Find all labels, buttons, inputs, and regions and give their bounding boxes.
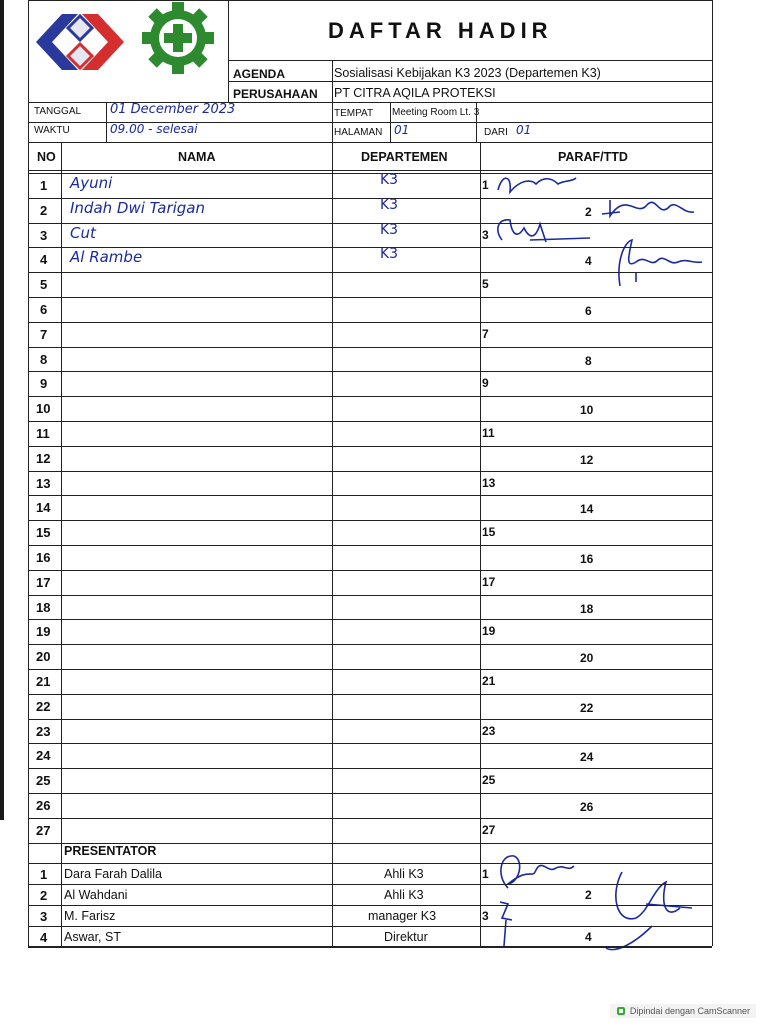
- paraf-number: 12: [580, 453, 594, 467]
- paraf-number: 1: [482, 178, 489, 192]
- grid-hline: [28, 818, 712, 819]
- row-number: 10: [36, 401, 51, 416]
- grid-hline: [28, 843, 712, 844]
- row-number: 13: [36, 476, 51, 491]
- row-number: 19: [36, 624, 51, 639]
- presentator-paraf-number: 4: [585, 930, 592, 944]
- agenda-value: Sosialisasi Kebijakan K3 2023 (Departemen K3): [334, 66, 601, 80]
- row-number: 4: [40, 252, 48, 267]
- grid-hline: [28, 595, 712, 596]
- presentator-name: Aswar, ST: [64, 930, 121, 944]
- grid-hline: [28, 173, 712, 174]
- presentator-number: 1: [40, 867, 48, 882]
- grid-hline: [28, 272, 712, 273]
- presentator-paraf-number: 3: [482, 909, 489, 923]
- paraf-number: 6: [585, 304, 592, 318]
- row-number: 27: [36, 823, 51, 838]
- col-no: NO: [37, 150, 56, 164]
- row-number: 3: [40, 228, 48, 243]
- presentator-name: Al Wahdani: [64, 888, 128, 902]
- grid-hline: [28, 371, 712, 372]
- row-number: 11: [36, 426, 50, 441]
- row-number: 7: [40, 327, 48, 342]
- row-number: 20: [36, 649, 51, 664]
- presentator-number: 4: [40, 930, 48, 945]
- attendance-sheet: [28, 0, 713, 948]
- paraf-number: 8: [585, 354, 592, 368]
- presentator-number: 3: [40, 909, 48, 924]
- grid-hline: [28, 223, 712, 224]
- grid-hline: [28, 446, 712, 447]
- grid-hline: [28, 905, 712, 906]
- scan-edge: [0, 0, 4, 820]
- grid-hline: [28, 768, 712, 769]
- waktu-label: WAKTU: [34, 125, 70, 136]
- row-number: 26: [36, 798, 51, 813]
- paraf-number: 9: [482, 376, 489, 390]
- tempat-label: TEMPAT: [334, 108, 374, 119]
- paraf-number: 4: [585, 254, 592, 268]
- row-number: 16: [36, 550, 51, 565]
- row-number: 25: [36, 773, 51, 788]
- footer-text: Dipindai dengan CamScanner: [629, 1006, 750, 1016]
- grid-vline: [476, 102, 477, 142]
- row-number: 22: [36, 699, 51, 714]
- grid-hline: [28, 122, 712, 123]
- row-number: 14: [36, 500, 51, 515]
- paraf-number: 25: [482, 773, 496, 787]
- grid-hline: [28, 669, 712, 670]
- tanggal-value: 01 December 2023: [110, 102, 236, 117]
- grid-hline: [28, 102, 712, 103]
- signature-presentator-3: [490, 894, 530, 948]
- row-number: 21: [36, 674, 51, 689]
- row-number: 18: [36, 600, 51, 615]
- signature-presentator-1: [486, 846, 576, 894]
- paraf-number: 26: [580, 800, 594, 814]
- grid-hline: [228, 81, 712, 82]
- row-number: 6: [40, 302, 48, 317]
- presentator-label: PRESENTATOR: [64, 844, 157, 858]
- paraf-number: 27: [482, 823, 496, 837]
- paraf-number: 19: [482, 624, 496, 638]
- grid-hline: [28, 170, 712, 171]
- paraf-number: 11: [482, 426, 495, 440]
- grid-vline: [61, 142, 62, 946]
- grid-hline: [28, 884, 712, 885]
- row-number: 8: [40, 352, 48, 367]
- grid-hline: [28, 863, 712, 864]
- paraf-number: 16: [580, 552, 594, 566]
- paraf-number: 17: [482, 575, 496, 589]
- scanner-watermark: [610, 1004, 756, 1018]
- presentator-departemen: Ahli K3: [384, 888, 424, 902]
- paraf-number: 7: [482, 327, 489, 341]
- col-departemen: DEPARTEMEN: [361, 150, 448, 164]
- paraf-number: 24: [580, 750, 594, 764]
- presentator-number: 2: [40, 888, 48, 903]
- presentator-departemen: manager K3: [368, 909, 437, 923]
- paraf-number: 13: [482, 476, 496, 490]
- dari-value: 01: [516, 123, 532, 137]
- grid-vline: [480, 142, 481, 946]
- safety-gear-cross-icon: [130, 2, 226, 74]
- presentator-departemen: Direktur: [384, 930, 428, 944]
- paraf-number: 22: [580, 701, 594, 715]
- presentator-name: M. Farisz: [64, 909, 116, 923]
- attendee-name: Ayuni: [70, 174, 113, 192]
- signature-2: [596, 186, 706, 226]
- signature-presentator-2: [596, 864, 706, 958]
- tanggal-label: TANGGAL: [34, 106, 82, 117]
- grid-hline: [228, 60, 712, 61]
- row-number: 9: [40, 376, 48, 391]
- grid-vline: [390, 102, 391, 142]
- grid-hline: [28, 947, 712, 948]
- row-number: 23: [36, 724, 51, 739]
- tempat-value: Meeting Room Lt. 3: [392, 107, 480, 118]
- agenda-label: AGENDA: [233, 67, 286, 81]
- camscanner-icon: [616, 1006, 626, 1016]
- presentator-name: Dara Farah Dalila: [64, 867, 162, 881]
- paraf-number: 5: [482, 277, 489, 291]
- dari-label: DARI: [484, 127, 508, 138]
- grid-hline: [28, 471, 712, 472]
- paraf-number: 20: [580, 651, 594, 665]
- paraf-number: 3: [482, 228, 489, 242]
- grid-hline: [28, 694, 712, 695]
- grid-hline: [28, 743, 712, 744]
- halaman-value: 01: [394, 123, 410, 137]
- waktu-value: 09.00 - selesai: [110, 122, 198, 136]
- row-number: 24: [36, 748, 51, 763]
- paraf-number: 21: [482, 674, 496, 688]
- grid-hline: [28, 570, 712, 571]
- perusahaan-value: PT CITRA AQILA PROTEKSI: [334, 86, 496, 100]
- grid-hline: [28, 719, 712, 720]
- grid-hline: [28, 793, 712, 794]
- company-logo-icon: [32, 6, 128, 78]
- grid-hline: [28, 644, 712, 645]
- attendee-name: Al Rambe: [70, 248, 143, 266]
- grid-hline: [28, 545, 712, 546]
- attendee-name: Indah Dwi Tarigan: [70, 199, 206, 217]
- perusahaan-label: PERUSAHAAN: [233, 87, 318, 101]
- col-nama: NAMA: [178, 150, 216, 164]
- row-number: 5: [40, 277, 48, 292]
- grid-vline: [106, 102, 107, 142]
- attendee-departemen: K3: [380, 246, 399, 262]
- grid-hline: [28, 619, 712, 620]
- presentator-departemen: Ahli K3: [384, 867, 424, 881]
- grid-vline: [332, 60, 333, 946]
- row-number: 17: [36, 575, 51, 590]
- row-number: 12: [36, 451, 51, 466]
- paraf-number: 2: [585, 205, 592, 219]
- paraf-number: 18: [580, 602, 594, 616]
- grid-hline: [28, 520, 712, 521]
- grid-hline: [28, 297, 712, 298]
- halaman-label: HALAMAN: [334, 127, 383, 138]
- paraf-number: 14: [580, 502, 594, 516]
- row-number: 1: [40, 178, 48, 193]
- page-title: DAFTAR HADIR: [328, 18, 553, 43]
- grid-hline: [28, 347, 712, 348]
- presentator-paraf-number: 1: [482, 867, 489, 881]
- paraf-number: 10: [580, 403, 594, 417]
- row-number: 15: [36, 525, 51, 540]
- col-paraf: PARAF/TTD: [558, 150, 628, 164]
- grid-hline: [28, 142, 712, 143]
- grid-hline: [28, 946, 712, 947]
- paraf-number: 23: [482, 724, 496, 738]
- grid-vline: [228, 0, 229, 102]
- grid-hline: [28, 421, 712, 422]
- paraf-number: 15: [482, 525, 496, 539]
- grid-hline: [28, 0, 712, 1]
- grid-vline: [712, 0, 713, 946]
- signature-4: [606, 232, 716, 288]
- attendee-departemen: K3: [380, 172, 399, 188]
- grid-hline: [28, 495, 712, 496]
- row-number: 2: [40, 203, 48, 218]
- presentator-paraf-number: 2: [585, 888, 592, 902]
- attendee-departemen: K3: [380, 222, 399, 238]
- signature-3: [490, 210, 600, 250]
- grid-hline: [28, 926, 712, 927]
- grid-hline: [28, 322, 712, 323]
- attendee-departemen: K3: [380, 197, 399, 213]
- attendee-name: Cut: [70, 224, 96, 242]
- grid-hline: [28, 396, 712, 397]
